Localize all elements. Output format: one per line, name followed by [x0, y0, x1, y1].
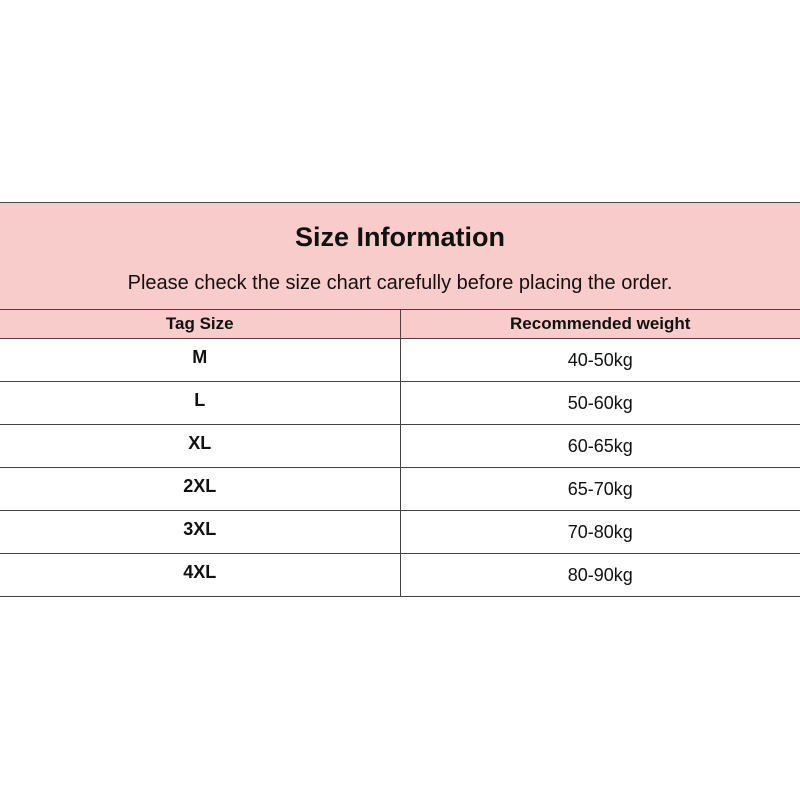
tag-size-cell: L — [0, 382, 400, 425]
size-table — [0, 309, 800, 597]
table-row — [0, 339, 800, 382]
weight-cell: 50-60kg — [400, 382, 800, 425]
tag-size-cell: 4XL — [0, 554, 400, 597]
table-row — [0, 382, 800, 425]
tag-size-cell: 3XL — [0, 511, 400, 554]
size-chart-header — [0, 202, 800, 309]
table-row — [0, 468, 800, 511]
tag-size-cell: XL — [0, 425, 400, 468]
column-header-tag-size: Tag Size — [0, 310, 400, 339]
table-row — [0, 554, 800, 597]
weight-cell: 80-90kg — [400, 554, 800, 597]
column-header-recommended-weight: Recommended weight — [400, 310, 800, 339]
chart-title: Size Information — [294, 222, 505, 252]
table-header-row — [0, 310, 800, 339]
table-row — [0, 511, 800, 554]
table-row — [0, 425, 800, 468]
weight-cell: 40-50kg — [400, 339, 800, 382]
tag-size-cell: 2XL — [0, 468, 400, 511]
weight-cell: 65-70kg — [400, 468, 800, 511]
size-chart — [0, 202, 800, 597]
tag-size-cell: M — [0, 339, 400, 382]
weight-cell: 70-80kg — [400, 511, 800, 554]
chart-subtitle: Please check the size chart carefully before placing the order. — [127, 272, 673, 294]
weight-cell: 60-65kg — [400, 425, 800, 468]
